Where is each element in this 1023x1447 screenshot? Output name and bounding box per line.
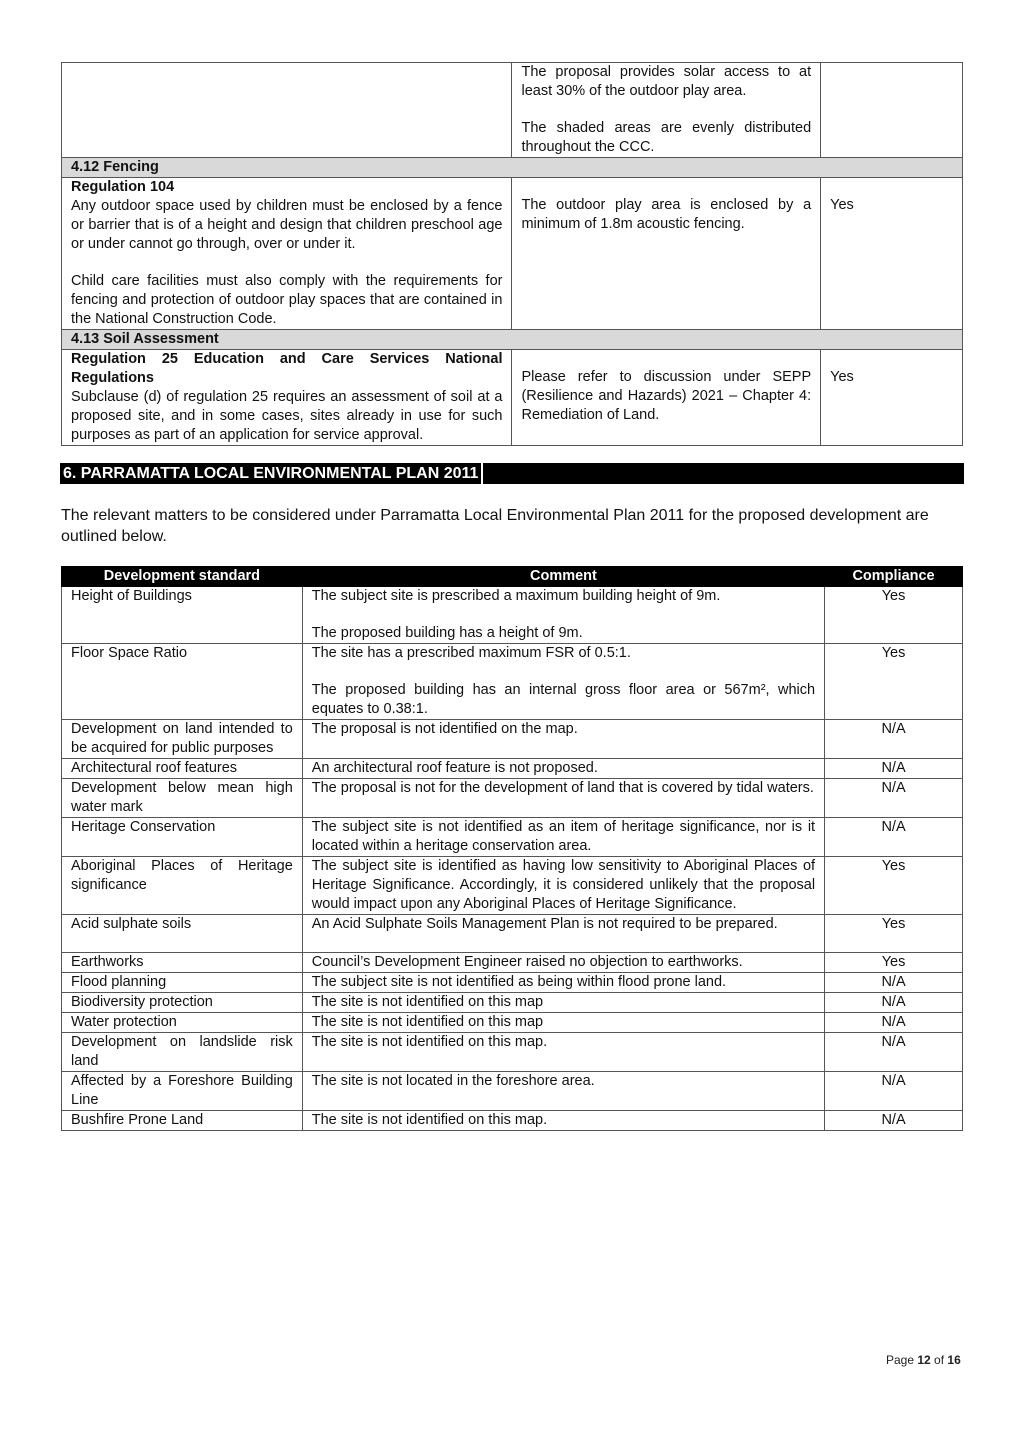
table-row [62, 720, 963, 759]
standard-cell: Aboriginal Places of Heritage significance [62, 857, 303, 915]
shaded-areas-comment: The shaded areas are evenly distributed throughout the CCC. [521, 120, 812, 155]
compliance-cell: N/A [825, 993, 963, 1013]
standard-cell: Water protection [62, 1013, 303, 1033]
table-row [62, 973, 963, 993]
comment-text: The proposal is not identified on the map. [311, 721, 578, 737]
comment-text: The subject site is identified as having low sensitivity to Aboriginal Places of Heritage Significance. Accordingly, it is considered unlikely that the proposal would impact upon any Aboriginal Places of Heritage Significance. [311, 858, 816, 912]
standard-cell: Biodiversity protection [62, 993, 303, 1013]
column-header: Comment [302, 567, 824, 587]
comment-cell [302, 973, 824, 993]
comment-cell [302, 759, 824, 779]
comment-text: The subject site is prescribed a maximum building height of 9m. [311, 588, 721, 604]
standard-cell: Heritage Conservation [62, 818, 303, 857]
table-row [62, 178, 963, 330]
table-row [62, 818, 963, 857]
comment-text: The site is not identified on this map [311, 1014, 544, 1030]
comment-cell [302, 1072, 824, 1111]
table-row [62, 1111, 963, 1131]
soil-comment: Please refer to discussion under SEPP (Resilience and Hazards) 2021 – Chapter 4: Remediation of Land. [521, 369, 812, 423]
comment-cell [302, 1013, 824, 1033]
compliance-cell: Yes [825, 587, 963, 644]
comment-cell [302, 1033, 824, 1072]
standard-cell: Development on land intended to be acquired for public purposes [62, 720, 303, 759]
compliance-cell: N/A [825, 1072, 963, 1111]
comment-cell [302, 779, 824, 818]
comment-text: An Acid Sulphate Soils Management Plan is not required to be prepared. [311, 916, 778, 932]
standard-cell: Development on landslide risk land [62, 1033, 303, 1072]
section-header-row [62, 330, 963, 350]
standard-cell: Earthworks [62, 953, 303, 973]
section-title: 6. PARRAMATTA LOCAL ENVIRONMENTAL PLAN 2011 [60, 463, 483, 484]
comment-cell [302, 720, 824, 759]
standard-cell: Affected by a Foreshore Building Line [62, 1072, 303, 1111]
standard-cell: Height of Buildings [62, 587, 303, 644]
compliance-cell: N/A [825, 818, 963, 857]
comment-cell [302, 993, 824, 1013]
compliance-cell: Yes [825, 857, 963, 915]
standard-cell: Development below mean high water mark [62, 779, 303, 818]
fencing-comment: The outdoor play area is enclosed by a minimum of 1.8m acoustic fencing. [521, 197, 812, 232]
table-row [62, 1072, 963, 1111]
page-number: Page 12 of 16 [886, 1353, 961, 1367]
comment-cell [302, 818, 824, 857]
comment-text: The site is not identified on this map. [311, 1034, 548, 1050]
childcare-compliance-table [61, 62, 963, 446]
table-row [62, 587, 963, 644]
table-row [62, 779, 963, 818]
table-row [62, 759, 963, 779]
comment-cell [302, 587, 824, 644]
table-body [62, 587, 963, 1131]
regulation-text: Any outdoor space used by children must be enclosed by a fence or barrier that is of a height and design that children preschool age or under cannot go through, over or under it. [71, 198, 503, 252]
comment-text: The proposed building has an internal gross floor area or 567m², which equates to 0.38:1. [311, 682, 816, 717]
compliance-cell: Yes [825, 915, 963, 953]
regulation-text: Child care facilities must also comply with the requirements for fencing and protection of outdoor play spaces that are contained in the National Construction Code. [71, 273, 503, 327]
compliance-cell: N/A [825, 1013, 963, 1033]
table-row [62, 1033, 963, 1072]
regulation-text: Subclause (d) of regulation 25 requires an assessment of soil at a proposed site, and in some cases, sites already in use for such purposes as part of an application for service approval. [71, 389, 503, 443]
table-row [62, 993, 963, 1013]
comment-cell [302, 857, 824, 915]
comment-text: The subject site is not identified as an item of heritage significance, nor is it located within a heritage conservation area. [311, 819, 816, 854]
table-row [62, 915, 963, 953]
column-header: Development standard [62, 567, 303, 587]
compliance-cell: N/A [825, 720, 963, 759]
comment-text: The proposal is not for the development of land that is covered by tidal waters. [311, 780, 814, 796]
table-header-row [62, 567, 963, 587]
compliance-cell: N/A [825, 779, 963, 818]
table-row [62, 644, 963, 720]
standard-cell: Architectural roof features [62, 759, 303, 779]
compliance-cell: N/A [825, 1033, 963, 1072]
standard-cell: Floor Space Ratio [62, 644, 303, 720]
section-banner [60, 463, 964, 484]
table-row [62, 1013, 963, 1033]
regulation-title: Regulation 104 [71, 179, 175, 195]
section-intro: The relevant matters to be considered under Parramatta Local Environmental Plan 2011 for the proposed development are outlined below. [61, 507, 929, 545]
compliance-cell: N/A [825, 759, 963, 779]
compliance-cell: N/A [825, 1111, 963, 1131]
comment-text: The proposed building has a height of 9m. [311, 625, 583, 641]
fencing-header: 4.12 Fencing [62, 158, 963, 178]
table-row [62, 953, 963, 973]
comment-text: The site has a prescribed maximum FSR of 0.5:1. [311, 645, 631, 661]
comment-cell [302, 953, 824, 973]
regulation-title: Regulation 25 Education and Care Services National Regulations [71, 351, 503, 386]
comment-cell [302, 644, 824, 720]
comment-text: The site is not located in the foreshore area. [311, 1073, 595, 1089]
column-header: Compliance [825, 567, 963, 587]
comment-text: The site is not identified on this map [311, 994, 544, 1010]
table-row [62, 857, 963, 915]
comment-text: An architectural roof feature is not proposed. [311, 760, 598, 776]
table-row [62, 350, 963, 446]
section-header-row [62, 158, 963, 178]
comment-text: Council’s Development Engineer raised no objection to earthworks. [311, 954, 743, 970]
solar-access-comment: The proposal provides solar access to at least 30% of the outdoor play area. [521, 64, 812, 99]
standard-cell: Acid sulphate soils [62, 915, 303, 953]
comment-cell [302, 1111, 824, 1131]
lep-compliance-table [61, 566, 963, 1131]
compliance-cell: N/A [825, 973, 963, 993]
comment-cell [302, 915, 824, 953]
soil-header: 4.13 Soil Assessment [62, 330, 963, 350]
compliance-cell: Yes [825, 953, 963, 973]
standard-cell: Flood planning [62, 973, 303, 993]
standard-cell: Bushfire Prone Land [62, 1111, 303, 1131]
compliance-cell: Yes [825, 644, 963, 720]
soil-compliance: Yes [830, 369, 854, 385]
comment-text: The subject site is not identified as being within flood prone land. [311, 974, 727, 990]
fencing-compliance: Yes [830, 197, 854, 213]
comment-text: The site is not identified on this map. [311, 1112, 548, 1128]
table-row [62, 63, 963, 158]
